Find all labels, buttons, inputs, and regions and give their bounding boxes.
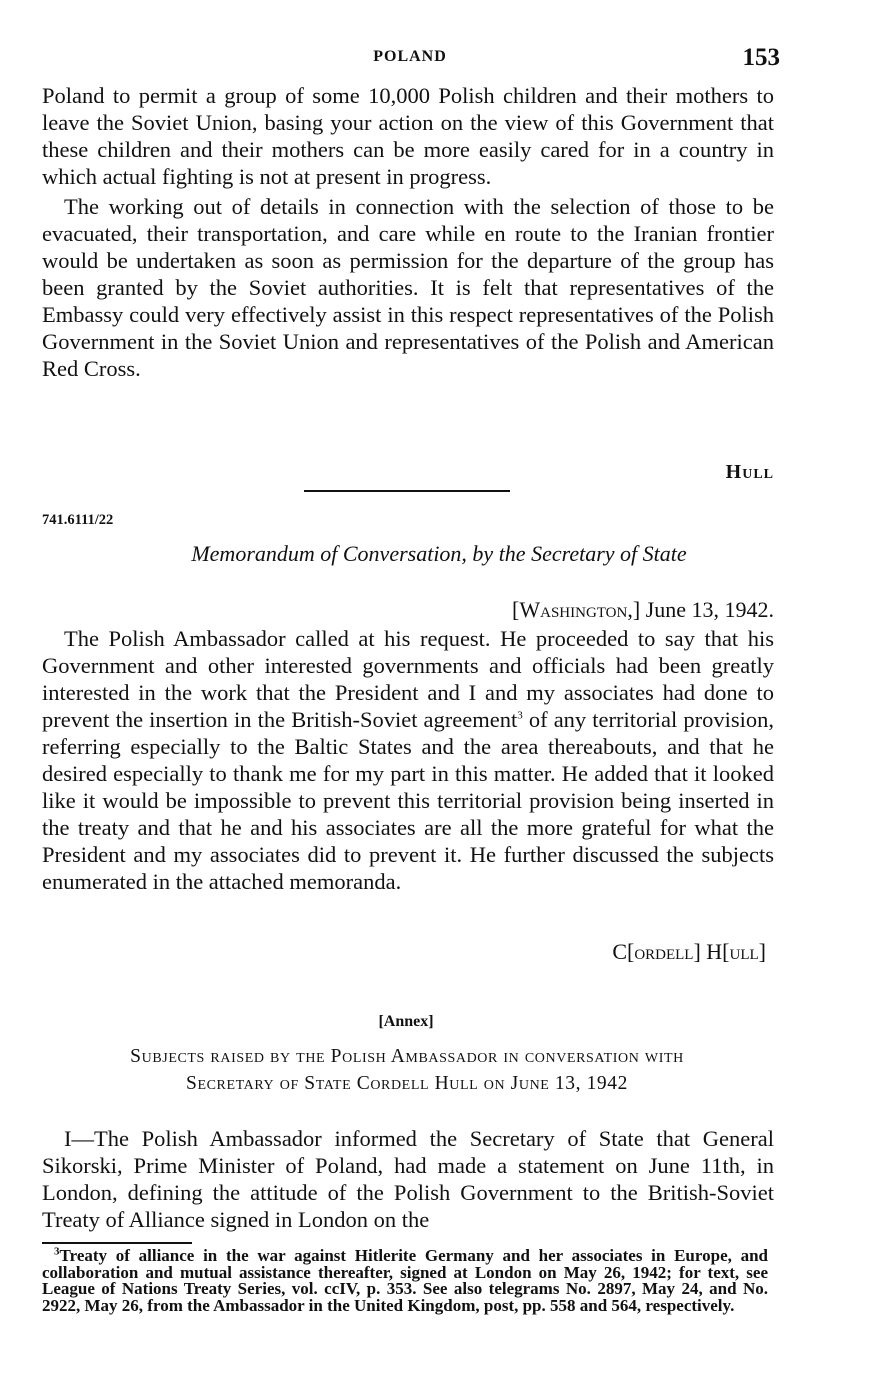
dateline: [512, 597, 774, 623]
annex-heading-line-1: Subjects raised by the Polish Ambassador in conversation with: [130, 1046, 684, 1067]
dateline-date: June 13, 1942.: [645, 597, 774, 622]
footnote-reference: 3: [517, 709, 523, 722]
footnote-text: Treaty of alliance in the war against Hitlerite Germany and her associates in Europe, and collaboration and mutual assistance thereafter, signed at London on May 26, 1942; for text, see League of Nations Treaty Series, vol. ccIV, p. 353. See also telegrams No. 2897, May 24, and No. 2922, May 26, from the Ambassador in the United Kingdom, post, pp. 558 and 564, respectively.: [42, 1246, 768, 1315]
footnote-divider: [42, 1242, 192, 1244]
footnote-marker: 3: [54, 1245, 60, 1258]
section-divider: [304, 490, 510, 492]
annex-paragraph-1: I—The Polish Ambassador informed the Secretary of State that General Sikorski, Prime Minister of Poland, had made a statement on June 11th, in London, defining the attitude of the Polish Government to the British-Soviet Treaty of Alliance signed in London on the: [42, 1126, 774, 1232]
letter-paragraph-1: Poland to permit a group of some 10,000 Polish children and their mothers to leave the Soviet Union, basing your action on the view of this Government that these children and their mothers can be more easily cared for in a country in which actual fighting is not at present in progress.: [42, 83, 774, 189]
annex-heading-line-2: Secretary of State Cordell Hull on June 13, 1942: [186, 1073, 628, 1094]
page-number: 153: [742, 44, 780, 71]
footnote: [42, 1245, 768, 1315]
memorandum-signature: C[ordell] H[ull]: [612, 939, 766, 964]
letter-paragraph-2: The working out of details in connection with the selection of those to be evacuated, their transportation, and care while en route to the Iranian frontier would be undertaken as soon as permission for the departure of the group has been granted by the Soviet authorities. It is felt that representatives of the Embassy could very effectively assist in this respect representatives of the Polish Government in the Soviet Union and representatives of the Polish and American Red Cross.: [42, 194, 774, 381]
annex-body: [42, 1125, 774, 1233]
continued-letter: [42, 82, 774, 382]
annex-label: [Annex]: [378, 1013, 434, 1030]
file-number: 741.6111/22: [42, 512, 114, 528]
running-title: POLAND: [373, 48, 447, 65]
memorandum-paragraph: [42, 625, 774, 895]
letter-signature: Hull: [725, 461, 774, 483]
memorandum-title: Memorandum of Conversation, by the Secretary of State: [191, 541, 687, 566]
running-head: [40, 44, 780, 74]
dateline-place: [Washington,]: [512, 597, 641, 622]
memorandum-text-part-1: The Polish Ambassador called at his request. He proceeded to say that his Government and other interested governments and officials had been greatly interested in the work that the President and I and my associates had done to prevent the insertion in the British-Soviet agreement: [42, 626, 774, 732]
memorandum-text-part-2: of any territorial provision, referring especially to the Baltic States and the area thereabouts, and that he desired especially to thank me for my part in this matter. He added that it looked like it would be impossible to prevent this territorial provision being inserted in the treaty and that he and his associates are all the more grateful for what the President and my associates did to prevent it. He further discussed the subjects enumerated in the attached memoranda.: [42, 707, 774, 894]
memorandum-body: [42, 625, 774, 895]
annex-heading: [38, 1043, 776, 1097]
